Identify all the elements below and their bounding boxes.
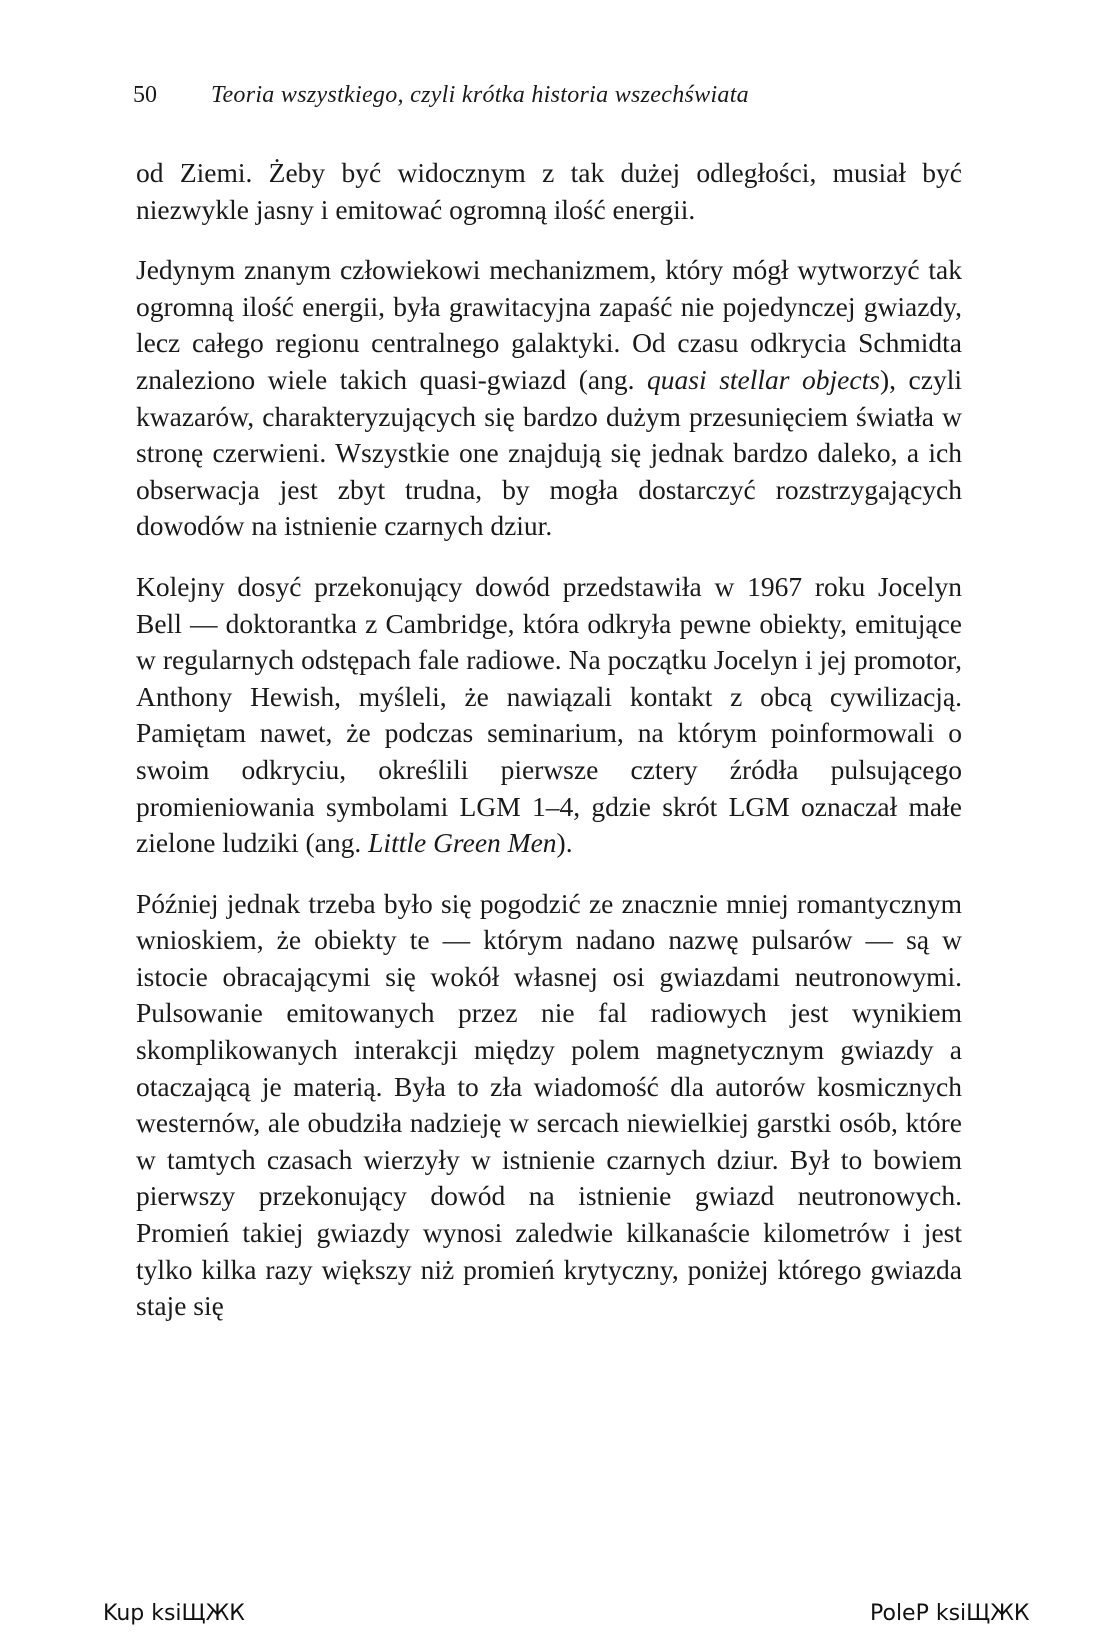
paragraph-text: ). xyxy=(556,827,573,859)
paragraph-text: Kolejny dosyć przekonujący dowód przedstawiła w 1967 roku Jocelyn Bell — doktorantka z Cambridge, która odkryła pewne obiekty, emitujące w regularnych odstępach fale radiowe. Na początku Jocelyn i jej promotor, Anthony Hewish, myśleli, że nawiązali kontakt z obcą cywilizacją. Pamiętam nawet, że podczas seminarium, na którym poinformowali o swoim odkryciu, określili pierwsze cztery źródła pulsującego promieniowania symbolami LGM 1–4, gdzie skrót LGM oznaczał małe zielone ludziki (ang. xyxy=(136,570,962,859)
paragraph-text: od Ziemi. Żeby być widocznym z tak dużej odległości, musiał być niezwykle jasny i emitować ogromną ilość energii. xyxy=(136,157,962,225)
paragraph-text: Później jednak trzeba było się pogodzić ze znacznie mniej romantycznym wnioskiem, że obiekty te — którym nadano nazwę pulsarów — są w istocie obracającymi się wokół własnej osi gwiazdami neutronowymi. Pulsowanie emitowanych przez nie fal radiowych jest wynikiem skomplikowanych interakcji między polem magnetycznym gwiazdy a otaczającą je materią. Była to zła wiadomość dla autorów kosmicznych westernów, ale obudziła nadzieję w sercach niewielkiej garstki osób, które w tamtych czasach wierzyły w istnienie czarnych dziur. Był to bowiem pierwszy przekonujący dowód na istnienie gwiazd neutronowych. Promień takiej gwiazdy wynosi zaledwie kilkanaście kilometrów i jest tylko kilka razy większy niż promień krytyczny, poniżej którego gwiazda staje się xyxy=(136,887,962,1322)
paragraph-text: ), czyli kwazarów, charakteryzujących się bardzo dużym przesunięciem światła w stronę czerwieni. Wszystkie one znajdują się jednak bardzo daleko, a ich obserwacja jest zbyt trudna, by mogła dostarczyć rozstrzygających dowodów na istnienie czarnych dziur. xyxy=(136,363,962,542)
paragraph xyxy=(136,155,962,228)
paragraph-text: Jedynym znanym człowiekowi mechanizmem, który mógł wytworzyć tak ogromną ilość energii, była grawitacyjna zapaść nie pojedynczej gwiazdy, lecz całego regionu centralnego galaktyki. Od czasu odkrycia Schmidta znaleziono wiele takich quasi-gwiazd (ang. xyxy=(136,254,962,395)
buy-book-link[interactable]: Kup ksiЩЖК xyxy=(103,1601,245,1626)
italic-term: Little Green Men xyxy=(368,827,557,859)
paragraph xyxy=(136,569,962,862)
page-number: 50 xyxy=(133,82,157,108)
paragraph xyxy=(136,886,962,1325)
recommend-book-link[interactable]: PoleР ksiЩЖК xyxy=(870,1601,1030,1626)
body-text xyxy=(136,155,962,1325)
paragraph xyxy=(136,252,962,545)
italic-term: quasi stellar objects xyxy=(647,363,880,395)
running-head xyxy=(133,80,973,110)
book-title: Teoria wszystkiego, czyli krótka historia wszechświata xyxy=(211,82,749,108)
